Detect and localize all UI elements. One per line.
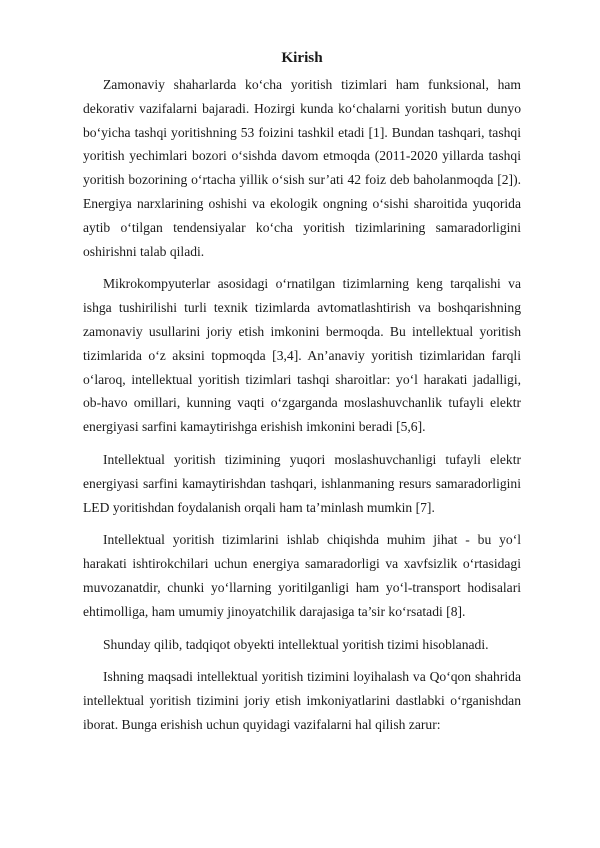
paragraph-5: Shunday qilib, tadqiqot obyekti intellektual yoritish tizimi hisoblanadi. xyxy=(103,636,489,652)
paragraph-4: Intellektual yoritish tizimlarini ishlab chiqishda muhim jihat - bu yo‘l harakati ishtirokchilari uchun energiya samaradorligi va xavfsizlik o‘rtasidagi muvozanatdir, chunki yo‘llarning yoritilganligi ham yo‘l-transport hodisalari ehtimolliga, ham umumiy jinoyatchilik darajasiga ta’sir ko‘rsatadi [8]. xyxy=(83,532,521,619)
paragraph-6: Ishning maqsadi intellektual yoritish tizimini loyihalash va Qo‘qon shahrida intellektual yoritish tizimini joriy etish imkoniyatlarini dastlabki o‘rganishdan iborat. Bunga erishish uchun quyidagi vazifalarni hal qilish zarur: xyxy=(83,669,521,732)
paragraph-1: Zamonaviy shaharlarda ko‘cha yoritish tizimlari ham funksional, ham dekorativ vazifalarni bajaradi. Hozirgi kunda ko‘chalarni yoritish butun dunyo bo‘yicha tashqi yoritishning 53 foizini tashkil etadi [1]. Bundan tashqari, tashqi yoritish yechimlari bozori o‘sishda davom etmoqda (2011-2020 yillarda tashqi yoritish bozorining o‘rtacha yillik o‘sish sur’ati 42 foiz deb baholanmoqda [2]). Energiya narxlarining oshishi va ekologik ongning o‘sishi sharoitida yuqorida aytib o‘tilgan tendensiyalar ko‘cha yoritish tizimlarining samaradorligini oshirishni talab qiladi. xyxy=(83,77,521,259)
paragraph-2: Mikrokompyuterlar asosidagi o‘rnatilgan tizimlarning keng tarqalishi va ishga tushirilishi turli texnik tizimlarda avtomatlashtirish va boshqarishning zamonaviy usullarini joriy etish imkonini bermoqda. Bu intellektual yoritish tizimlarida o‘z aksini topmoqda [3,4]. An’anaviy yoritish tizimlaridan farqli o‘laroq, intellektual yoritish tizimlari tashqi sharoitlar: yo‘l harakati jadalligi, ob-havo omillari, kunning vaqti o‘zgarganda moslashuvchanlik tufayli elektr energiyasi sarfini kamaytirishga erishish imkonini beradi [5,6]. xyxy=(83,276,521,435)
page-title: Kirish xyxy=(281,49,323,66)
paragraph-3: Intellektual yoritish tizimining yuqori moslashuvchanligi tufayli elektr energiyasi sarfini kamaytirishdan tashqari, ishlanmaning resurs samaradorligini LED yoritishdan foydalanish orqali ham ta’minlash mumkin [7]. xyxy=(83,451,521,515)
